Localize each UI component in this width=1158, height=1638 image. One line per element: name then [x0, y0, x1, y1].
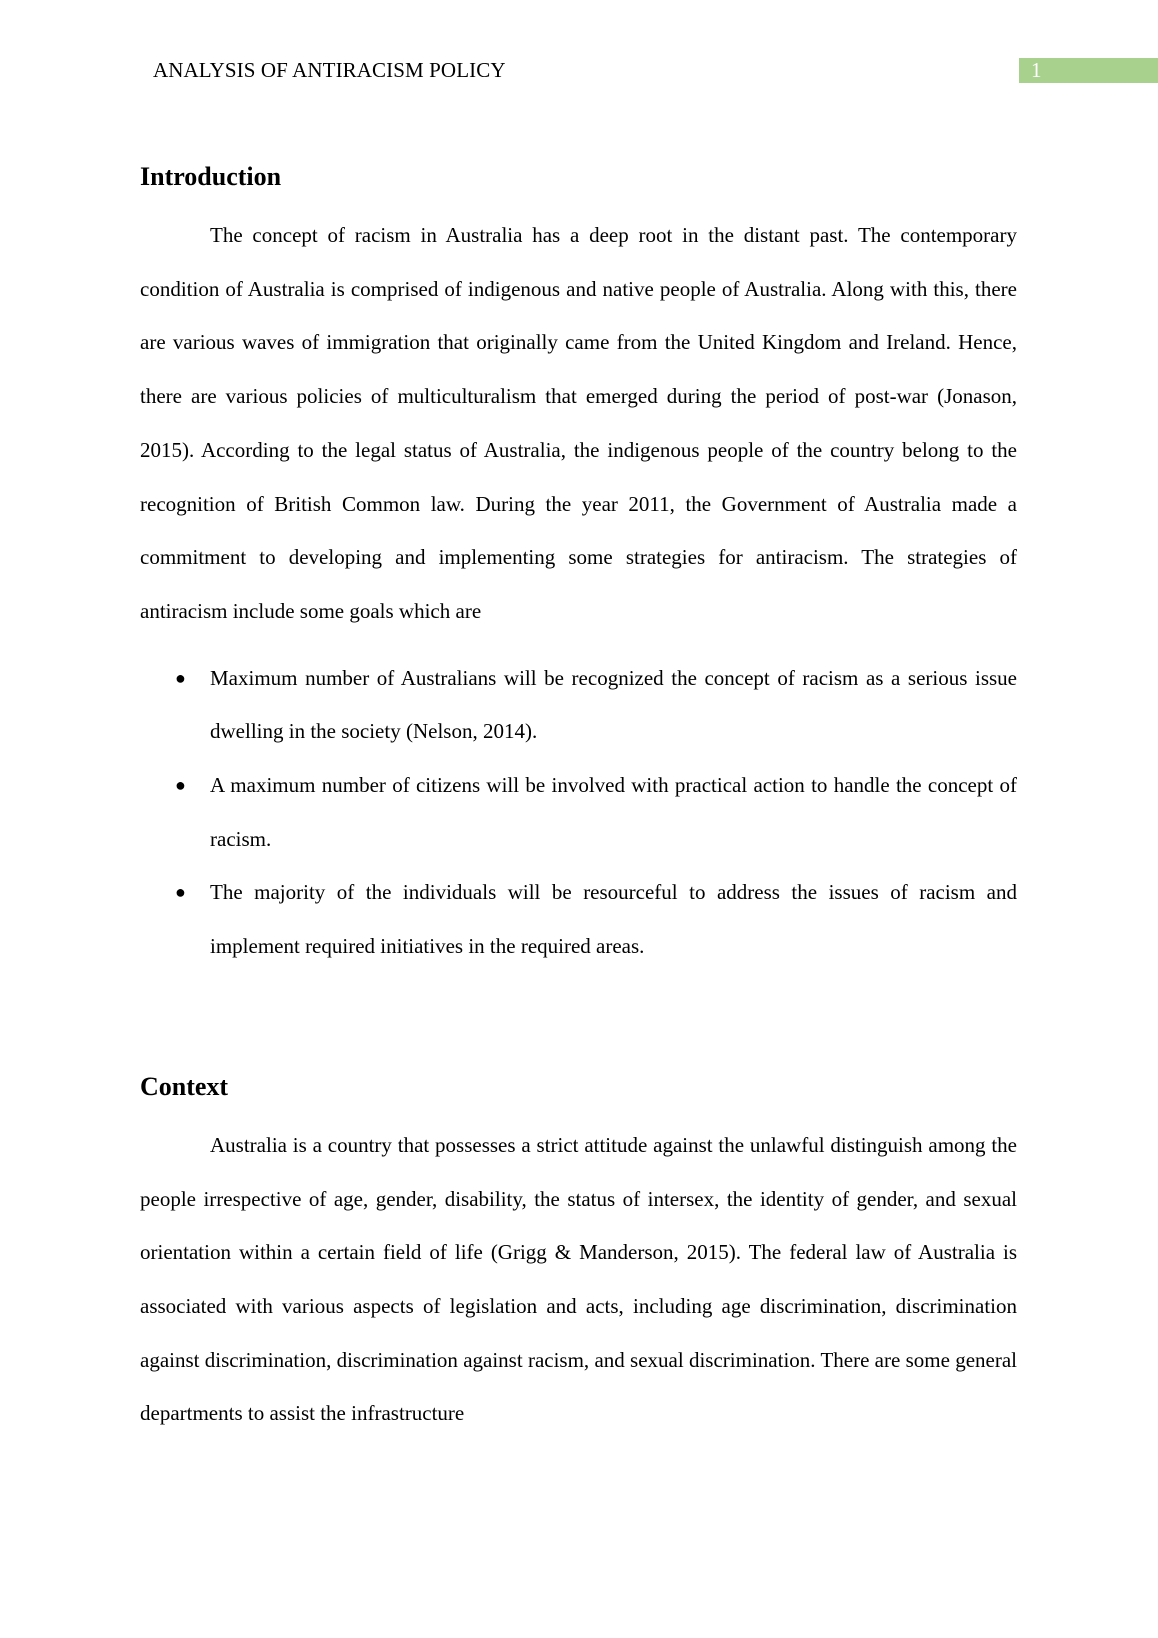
running-head: ANALYSIS OF ANTIRACISM POLICY: [153, 58, 506, 82]
document-body: [140, 160, 1017, 1441]
page-number-box: [1019, 58, 1158, 83]
list-item-text: The majority of the individuals will be resourceful to address the issues of racism and implement required initiatives in the required areas.: [210, 880, 1017, 959]
context-paragraph: Australia is a country that possesses a strict attitude against the unlawful distinguish among the people irrespective of age, gender, disability, the status of intersex, the identity of gender, and sexual orientation within a certain field of life (Grigg & Manderson, 2015). The federal law of Australia is associated with various aspects of legislation and acts, including age discrimination, discrimination against discrimination, discrimination against racism, and sexual discrimination. There are some general departments to assist the infrastructure: [140, 1132, 1017, 1426]
list-item-text: A maximum number of citizens will be involved with practical action to handle the concept of racism.: [210, 773, 1017, 851]
introduction-heading: Introduction: [140, 162, 282, 191]
introduction-paragraph: The concept of racism in Australia has a deep root in the distant past. The contemporary condition of Australia is comprised of indigenous and native people of Australia. Along with this, there are various waves of immigration that originally came from the United Kingdom and Ireland. Hence, there are various policies of multiculturalism that emerged during the period of post-war (Jonason, 2015). According to the legal status of Australia, the indigenous people of the country belong to the recognition of British Common law. During the year 2011, the Government of Australia made a commitment to developing and implementing some strategies for antiracism. The strategies of antiracism include some goals which are: [140, 223, 1017, 623]
bullet-icon: ●: [175, 667, 186, 688]
goals-list: [140, 652, 1017, 974]
bullet-icon: ●: [175, 882, 186, 903]
page-number: 1: [1031, 58, 1042, 82]
context-heading: Context: [140, 1071, 229, 1101]
bullet-icon: ●: [175, 775, 186, 796]
list-item: [140, 866, 1017, 973]
list-item-text: Maximum number of Australians will be recognized the concept of racism as a serious issue dwelling in the society (Nelson, 2014).: [210, 665, 1017, 744]
list-item: [140, 759, 1017, 866]
list-item: [140, 652, 1017, 759]
